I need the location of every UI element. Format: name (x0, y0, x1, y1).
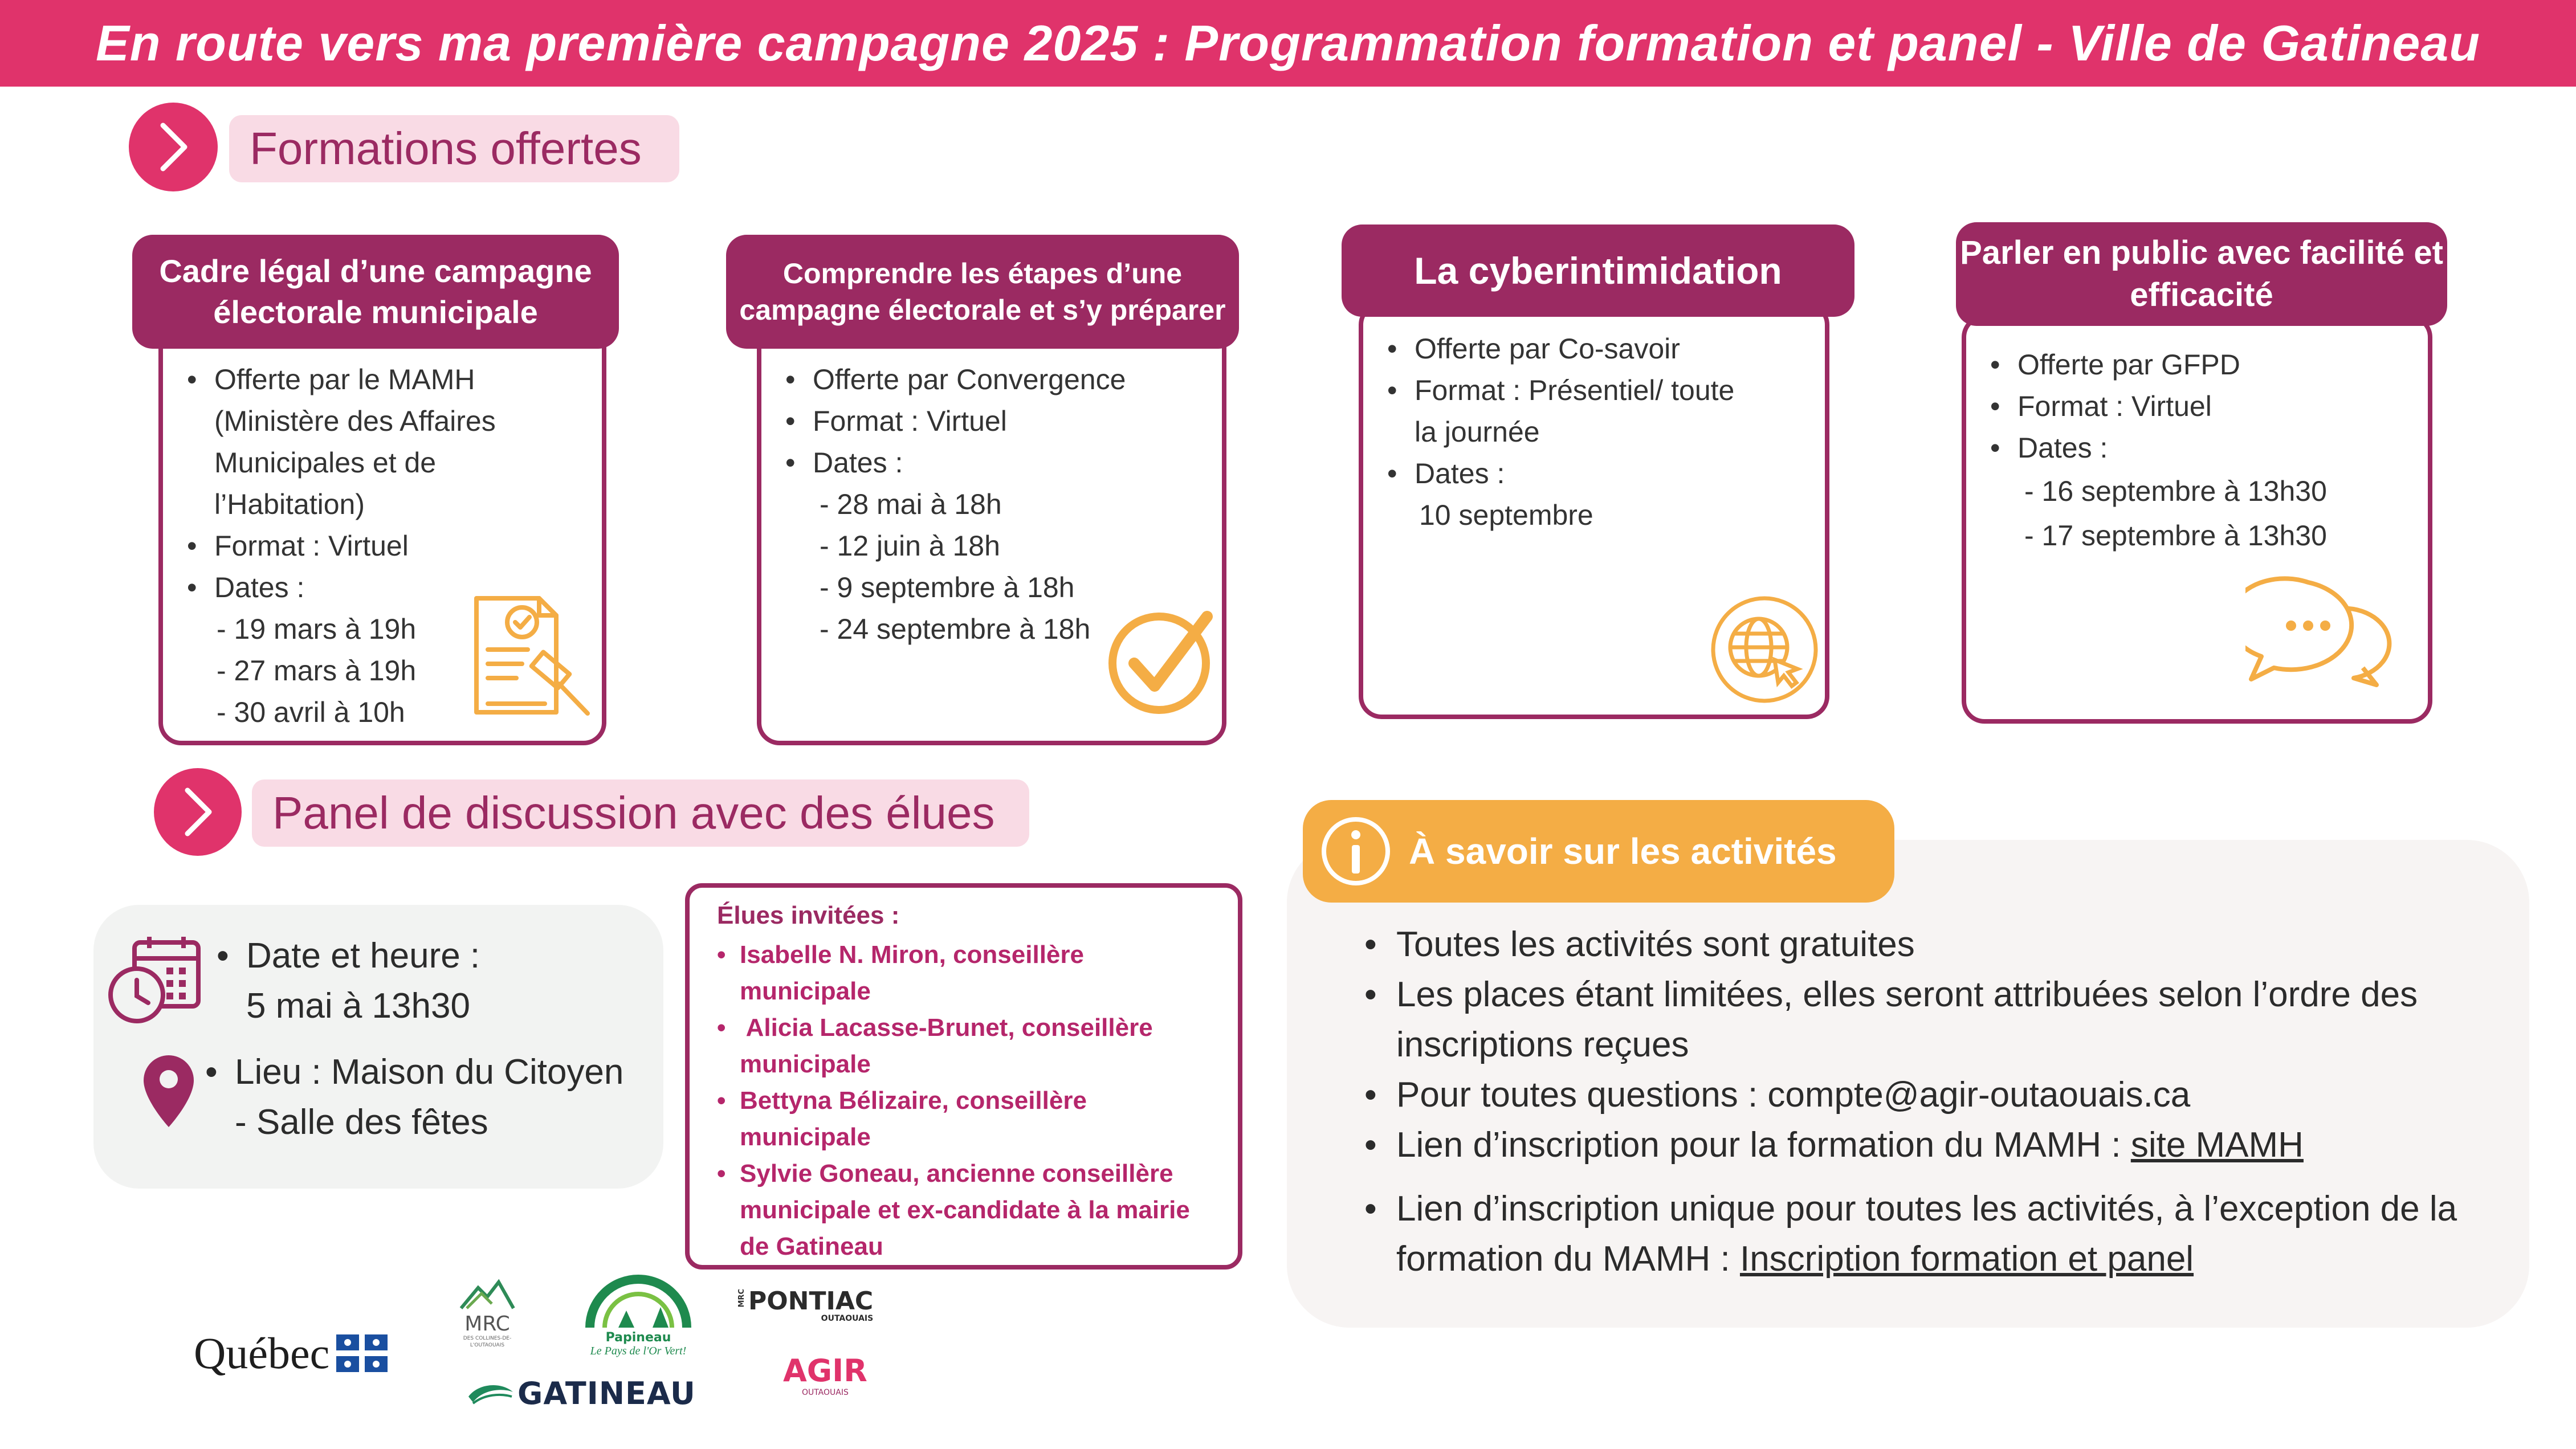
savoir-item: • Lien d’inscription unique pour toutes les activités, à l’exception de la formation du MAMH : Inscription formation et panel (1360, 1184, 2522, 1284)
savoir-title: À savoir sur les activités (1409, 831, 1837, 872)
chevron-right-icon (175, 783, 221, 840)
card-line: • Dates : (781, 442, 1126, 484)
card-title-cyberintimidation (1342, 225, 1854, 317)
card-line: • Offerte par GFPD (1986, 344, 2327, 386)
savoir-item-contact: • Pour toutes questions : compte@agir-outaouais.ca (1360, 1070, 2522, 1120)
pontiac-logo-subtext: OUTAOUAIS (821, 1314, 874, 1323)
card-line: - 30 avril à 10h (217, 696, 405, 728)
pontiac-pre-text: MRC (737, 1289, 746, 1308)
info-icon (1320, 815, 1392, 887)
card-title-cadre-legal (132, 235, 619, 349)
card-line: - 12 juin à 18h (820, 530, 1000, 562)
card-line: • Offerte par Convergence (781, 359, 1126, 401)
legal-document-gavel-icon (465, 587, 596, 724)
card-line: - 9 septembre à 18h (820, 572, 1075, 603)
page-title: En route vers ma première campagne 2025 : Programmation formation et panel - Ville de Gatineau (96, 15, 2480, 71)
savoir-item: • Toutes les activités sont gratuites (1360, 920, 2522, 970)
card-line: • Format : Virtuel (1986, 386, 2327, 427)
invited-speakers-box (685, 883, 1242, 1270)
card-title-text: Comprendre les étapes d’une campagne électorale et s’y préparer (739, 258, 1226, 326)
invited-speakers-list (695, 937, 1190, 1265)
quebec-logo-text: Québec (194, 1328, 330, 1378)
papineau-logo (581, 1271, 695, 1358)
card-details (1986, 344, 2327, 558)
card-line: • Dates : (1383, 453, 1734, 495)
section-arrow-button (129, 103, 218, 191)
savoir-item: • Lien d’inscription pour la formation du MAMH : site MAMH (1360, 1120, 2522, 1170)
panel-date: • Date et heure : 5 mai à 13h30 (217, 931, 480, 1031)
card-details (182, 359, 496, 733)
fleur-de-lys-flag-icon (336, 1334, 388, 1372)
section-title-text: Formations offertes (250, 123, 642, 174)
card-title-text: Parler en public avec facilité et efficacité (1960, 234, 2443, 313)
panel-location: • Lieu : Maison du Citoyen - Salle des fêtes (205, 1047, 623, 1148)
card-line: - 24 septembre à 18h (820, 613, 1091, 645)
location-pin-icon (141, 1053, 196, 1129)
card-line: l’Habitation) (214, 488, 365, 520)
card-title-parler-en-public (1956, 222, 2447, 326)
section-title-text: Panel de discussion avec des élues (272, 787, 995, 838)
section-arrow-button (154, 768, 242, 856)
mrc-logo-text: MRC (464, 1312, 510, 1336)
title-banner (0, 0, 2576, 87)
savoir-list (1360, 920, 2522, 1284)
card-line: • Dates : (1986, 427, 2327, 469)
papineau-logo-text: Papineau (605, 1330, 671, 1345)
card-details (781, 359, 1126, 650)
invited-speakers-title: Élues invitées : (717, 901, 900, 929)
card-title-text: La cyberintimidation (1414, 249, 1782, 292)
mrc-logo-subtext: DES COLLINES-DE-L'OUTAOUAIS (463, 1336, 512, 1348)
speaker-item: • Bettyna Bélizaire, conseillère municipale (695, 1083, 1190, 1156)
papineau-logo-subtext: Le Pays de l'Or Vert! (590, 1345, 687, 1357)
mamh-link[interactable]: site MAMH (2130, 1125, 2304, 1165)
gatineau-logo-text: GATINEAU (517, 1375, 696, 1411)
checkmark-circle-icon (1106, 604, 1220, 718)
section-title-formations (229, 115, 679, 182)
card-line: 10 septembre (1419, 499, 1593, 531)
card-title-etapes-campagne (726, 235, 1239, 349)
speaker-item: • Sylvie Goneau, ancienne conseillère municipale et ex-candidate à la mairie de Gatineau (695, 1156, 1190, 1265)
card-line: la journée (1415, 416, 1540, 448)
savoir-header (1303, 800, 1894, 903)
panel-location-room: - Salle des fêtes (235, 1103, 488, 1142)
card-details (1383, 328, 1734, 536)
card-line: - 16 septembre à 13h30 (2024, 475, 2327, 507)
speech-bubbles-icon (2245, 575, 2399, 689)
card-line: • Offerte par le MAMH (182, 359, 496, 401)
card-line: Municipales et de (214, 447, 437, 479)
calendar-clock-icon (107, 934, 204, 1026)
card-line: - 19 mars à 19h (217, 613, 417, 645)
pontiac-logo-text: PONTIAC (748, 1287, 874, 1316)
panel-date-value: 5 mai à 13h30 (246, 986, 470, 1026)
card-line: • Format : Virtuel (781, 401, 1126, 442)
speaker-item: • Alicia Lacasse-Brunet, conseillère municipale (695, 1010, 1190, 1083)
agir-logo-subtext: OUTAOUAIS (801, 1388, 849, 1397)
card-line: • Offerte par Co-savoir (1383, 328, 1734, 370)
card-line: (Ministère des Affaires (214, 405, 496, 437)
agir-logo (783, 1354, 867, 1397)
card-line: • Format : Virtuel (182, 525, 496, 567)
card-line: - 27 mars à 19h (217, 655, 417, 687)
chevron-right-icon (150, 119, 196, 175)
card-line: • Format : Présentiel/ toute (1383, 370, 1734, 411)
card-line: - 17 septembre à 13h30 (2024, 520, 2327, 552)
card-line: • Dates : (182, 567, 496, 609)
quebec-logo (194, 1328, 388, 1379)
agir-logo-text: AGIR (783, 1353, 867, 1389)
papineau-arc-icon (584, 1271, 692, 1333)
savoir-item: • Les places étant limitées, elles seront attribuées selon l’ordre des inscriptions reçues (1360, 970, 2522, 1070)
section-title-panel (252, 779, 1029, 847)
gatineau-logo (467, 1375, 696, 1411)
pontiac-logo (737, 1289, 873, 1323)
mountains-icon (459, 1276, 516, 1311)
mrc-collines-logo (456, 1276, 519, 1349)
card-title-text: Cadre légal d’une campagne électorale municipale (159, 253, 592, 330)
gatineau-swoosh-icon (467, 1379, 514, 1408)
globe-cursor-icon (1707, 593, 1821, 707)
panel-location-label: Lieu : Maison du Citoyen (235, 1052, 624, 1092)
card-line: - 28 mai à 18h (820, 488, 1002, 520)
panel-date-label: Date et heure : (246, 936, 480, 975)
speaker-item: • Isabelle N. Miron, conseillère municipale (695, 937, 1190, 1010)
registration-link[interactable]: Inscription formation et panel (1739, 1239, 2194, 1279)
